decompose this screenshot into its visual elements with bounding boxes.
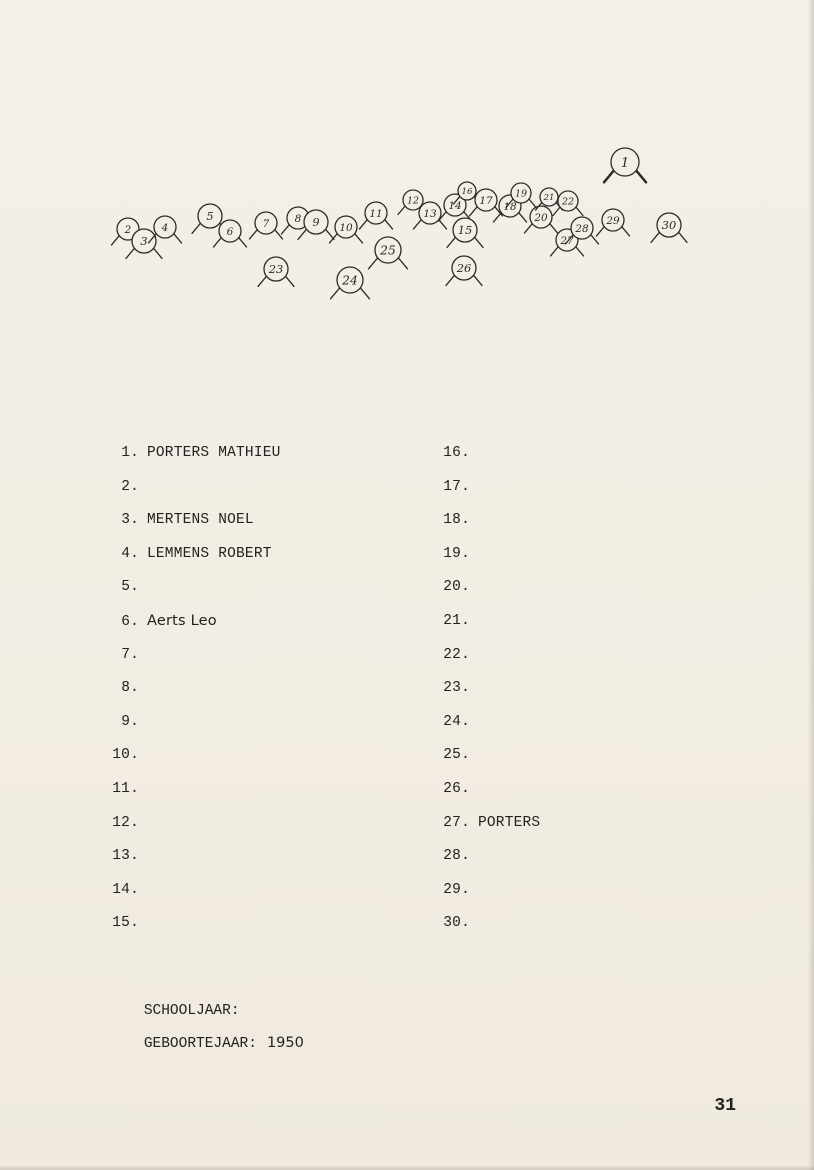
class-photo-key-diagram — [0, 0, 814, 330]
person-marker-29 — [597, 209, 630, 236]
marker-number: 25 — [380, 243, 396, 258]
marker-number: 16 — [461, 187, 473, 198]
entry-number: 3. — [121, 512, 139, 529]
person-marker-30 — [651, 213, 687, 242]
right-list-entry — [430, 712, 478, 732]
marker-number: 7 — [262, 217, 270, 230]
marker-number: 10 — [339, 221, 353, 234]
marker-number: 15 — [457, 223, 473, 238]
schooljaar-label: SCHOOLJAAR: — [143, 1003, 240, 1019]
left-list-entry — [99, 846, 147, 866]
entry-number: 4. — [121, 545, 139, 562]
marker-number: 18 — [503, 200, 517, 213]
entry-number: 7. — [121, 646, 139, 663]
person-marker-1 — [604, 148, 646, 182]
left-list-entry — [99, 779, 147, 799]
entry-number: 15. — [112, 915, 139, 932]
person-marker-26 — [446, 256, 482, 285]
right-list-entry — [430, 544, 478, 564]
entry-number: 25. — [443, 747, 470, 764]
entry-number: 28. — [443, 848, 470, 865]
left-list-entry — [99, 712, 147, 732]
entry-number: 27. — [443, 814, 470, 831]
marker-number: 19 — [514, 188, 528, 200]
entry-name: PORTERS MATHIEU — [147, 445, 281, 461]
schooljaar-line — [109, 980, 250, 1019]
left-list-entry — [99, 880, 147, 900]
entry-number: 13. — [112, 848, 139, 865]
entry-number: 6. — [121, 614, 139, 630]
right-list-entry — [430, 779, 478, 799]
person-marker-23 — [258, 257, 294, 286]
left-list-entry — [99, 577, 147, 597]
entry-number: 1. — [121, 445, 139, 461]
entry-number: 26. — [443, 781, 470, 797]
entry-number: 11. — [112, 781, 139, 797]
entry-number: 21. — [443, 613, 470, 629]
marker-number: 29 — [606, 214, 620, 227]
right-list-entry — [430, 645, 478, 665]
left-list-entry — [99, 477, 147, 497]
marker-number: 30 — [661, 218, 677, 233]
marker-number: 12 — [406, 195, 420, 207]
geboortejaar-line — [109, 1013, 304, 1052]
marker-number: 3 — [140, 234, 148, 249]
left-list-entry — [99, 510, 254, 530]
right-list-entry — [430, 880, 478, 900]
marker-number: 21 — [543, 193, 555, 204]
marker-number: 27 — [560, 234, 574, 247]
entry-name: Aerts Leo — [147, 613, 217, 629]
left-list-entry — [99, 813, 147, 833]
left-list-entry — [99, 611, 217, 631]
marker-number: 2 — [124, 223, 132, 236]
entry-number: 19. — [443, 545, 470, 562]
person-marker-20 — [525, 206, 558, 233]
entry-name: MERTENS NOEL — [147, 512, 254, 529]
right-list-entry — [430, 678, 478, 698]
entry-number: 2. — [121, 478, 139, 495]
marker-number: 6 — [226, 225, 234, 238]
marker-number: 20 — [534, 211, 548, 224]
marker-number: 17 — [479, 194, 493, 207]
marker-number: 22 — [561, 196, 575, 208]
left-list-entry — [99, 544, 272, 564]
marker-number: 14 — [448, 199, 462, 212]
entry-number: 30. — [443, 915, 470, 932]
right-list-entry — [430, 813, 540, 833]
left-list-entry — [99, 645, 147, 665]
person-marker-24 — [331, 267, 370, 299]
entry-number: 24. — [443, 713, 470, 730]
entry-number: 12. — [112, 814, 139, 831]
entry-number: 29. — [443, 881, 470, 898]
marker-number: 8 — [294, 212, 302, 225]
left-list-entry — [99, 913, 147, 933]
geboortejaar-value: 1950 — [266, 1035, 304, 1051]
marker-number: 13 — [423, 207, 437, 220]
right-list-entry — [430, 510, 478, 530]
person-marker-25 — [369, 237, 408, 269]
entry-name: PORTERS — [478, 814, 541, 831]
left-list-entry — [99, 745, 147, 765]
entry-name: LEMMENS ROBERT — [147, 545, 272, 562]
entry-number: 22. — [443, 646, 470, 663]
page-number: 31 — [714, 1096, 736, 1116]
person-marker-7 — [250, 212, 283, 239]
entry-number: 9. — [121, 713, 139, 730]
marker-number: 1 — [620, 155, 630, 171]
person-marker-10 — [330, 216, 363, 243]
entry-number: 5. — [121, 579, 139, 596]
entry-number: 14. — [112, 881, 139, 898]
right-list-entry — [430, 477, 478, 497]
page-edge-shadow-bottom — [0, 1165, 814, 1170]
entry-number: 10. — [112, 747, 139, 764]
marker-number: 24 — [342, 273, 358, 288]
right-list-entry — [430, 745, 478, 765]
entry-number: 18. — [443, 512, 470, 529]
left-list-entry — [99, 443, 281, 463]
entry-number: 17. — [443, 478, 470, 495]
entry-number: 8. — [121, 680, 139, 697]
right-list-entry — [430, 913, 478, 933]
entry-number: 20. — [443, 579, 470, 596]
marker-number: 28 — [575, 222, 589, 235]
marker-number: 23 — [268, 262, 284, 277]
right-list-entry — [430, 577, 478, 597]
marker-number: 5 — [206, 209, 214, 224]
person-marker-11 — [360, 202, 393, 229]
marker-number: 11 — [369, 207, 383, 220]
marker-number: 9 — [312, 215, 320, 230]
marker-number: 4 — [161, 221, 169, 234]
marker-number: 26 — [456, 261, 472, 276]
right-list-entry — [430, 611, 478, 631]
right-list-entry — [430, 846, 478, 866]
geboortejaar-label: GEBOORTEJAAR: — [143, 1036, 257, 1052]
right-list-entry — [430, 443, 478, 463]
entry-number: 16. — [443, 445, 470, 461]
person-marker-15 — [447, 218, 483, 247]
left-list-entry — [99, 678, 147, 698]
entry-number: 23. — [443, 680, 470, 697]
